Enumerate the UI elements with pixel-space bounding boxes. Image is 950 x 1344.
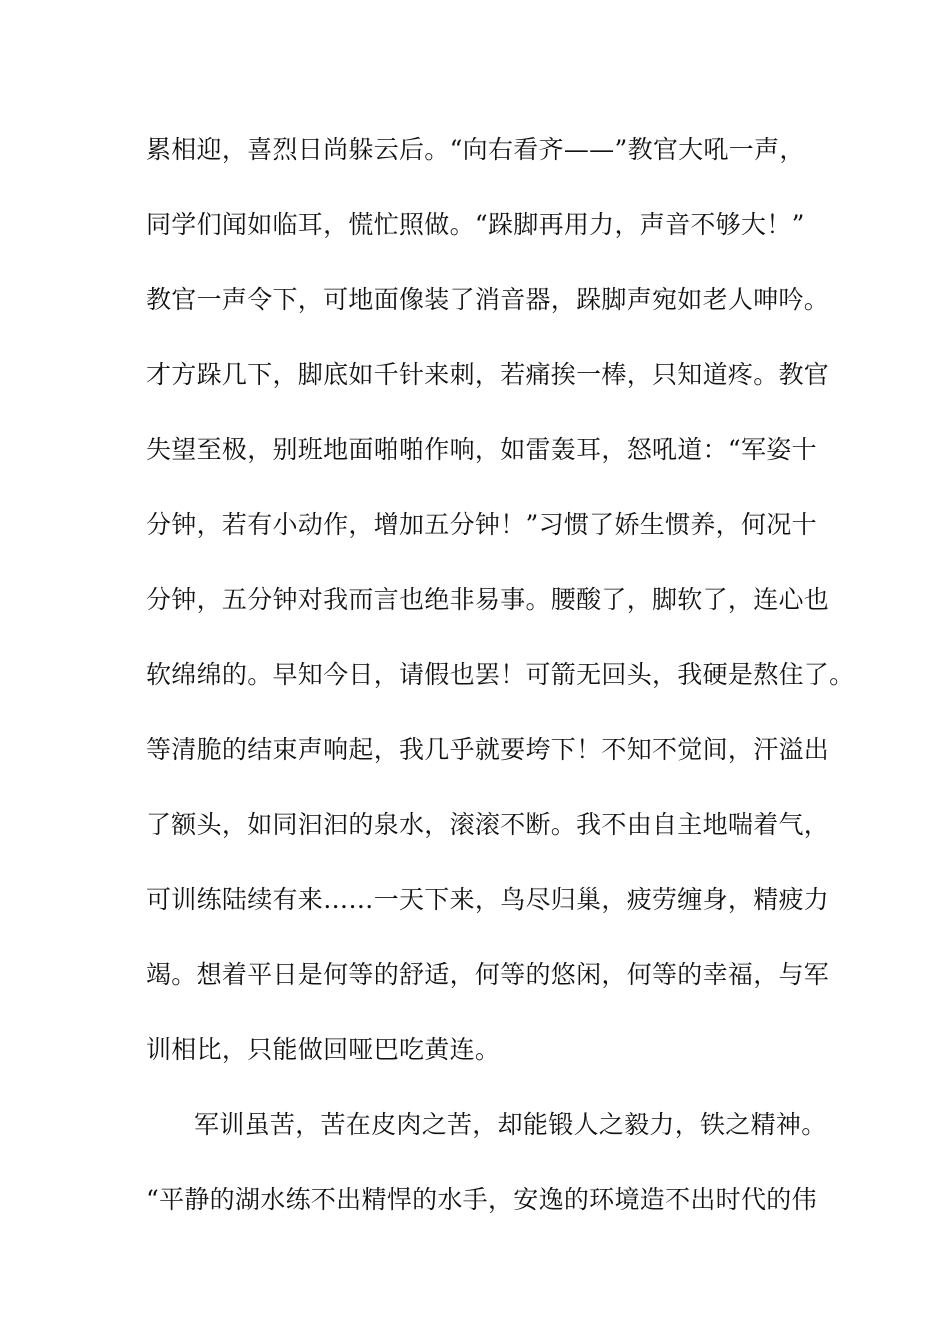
- text-line: 可训练陆续有来……一天下来，鸟尽归巢，疲劳缠身，精疲力: [146, 885, 830, 914]
- text-line: 了额头，如同汩汩的泉水，滚滚不断。我不由自主地喘着气，: [146, 810, 830, 839]
- text-line: 失望至极，别班地面啪啪作响，如雷轰耳，怒吼道：“军姿十: [146, 435, 817, 464]
- text-line: 软绵绵的。早知今日，请假也罢！可箭无回头，我硬是熬住了。: [146, 660, 855, 689]
- text-line: 同学们闻如临耳，慌忙照做。“跺脚再用力，声音不够大！”: [146, 210, 805, 239]
- text-line: 累相迎，喜烈日尚躲云后。“向右看齐——”教官大吼一声，: [146, 135, 805, 164]
- body-text: [146, 130, 855, 1255]
- text-line: 等清脆的结束声响起，我几乎就要垮下！不知不觉间，汗溢出: [146, 735, 830, 764]
- text-line: 分钟，五分钟对我而言也绝非易事。腰酸了，脚软了，连心也: [146, 585, 830, 614]
- text-line: “平静的湖水练不出精悍的水手，安逸的环境造不出时代的伟: [146, 1185, 817, 1214]
- text-line: 才方跺几下，脚底如千针来刺，若痛挨一棒，只知道疼。教官: [146, 360, 830, 389]
- text-line: 训相比，只能做回哑巴吃黄连。: [146, 1035, 501, 1064]
- paragraph-start-line: 军训虽苦，苦在皮肉之苦，却能锻人之毅力，铁之精神。: [194, 1110, 827, 1139]
- text-line: 分钟，若有小动作，增加五分钟！”习惯了娇生惯养，何况十: [146, 510, 817, 539]
- text-line: 教官一声令下，可地面像装了消音器，跺脚声宛如老人呻吟。: [146, 285, 830, 314]
- text-line: 竭。想着平日是何等的舒适，何等的悠闲，何等的幸福，与军: [146, 960, 830, 989]
